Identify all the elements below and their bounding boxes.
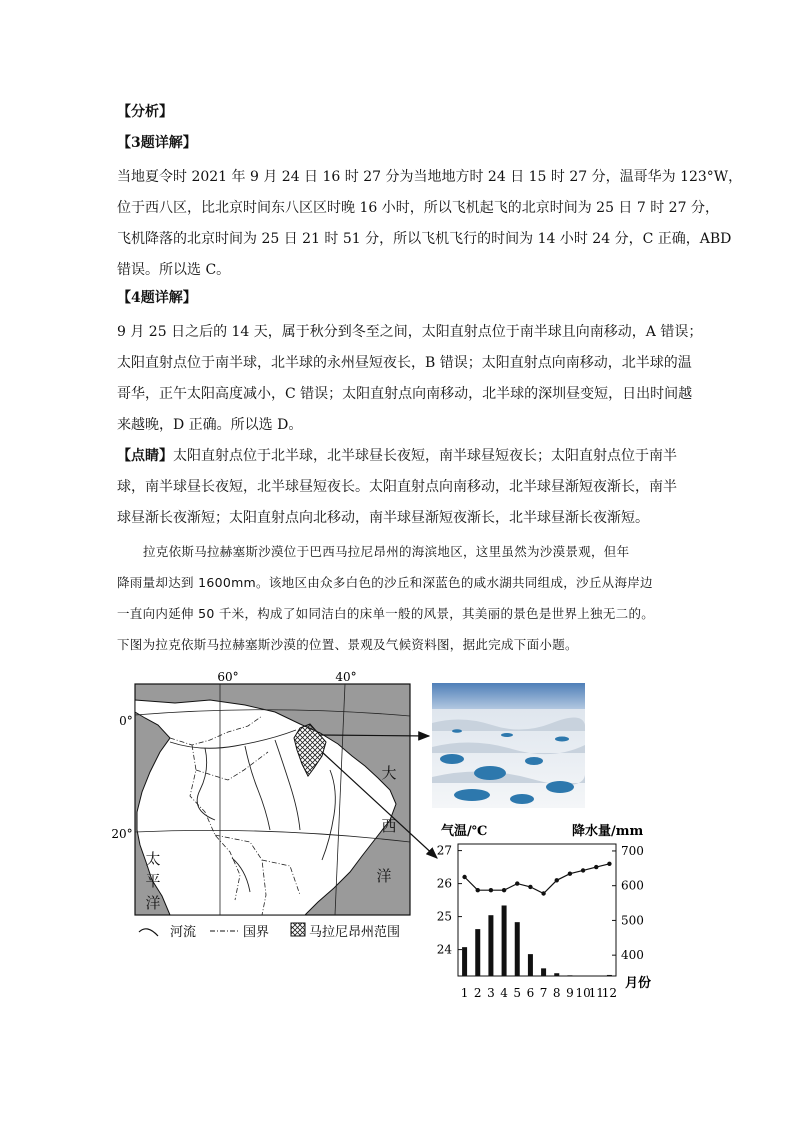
map-legend bbox=[139, 923, 400, 940]
month-tick-label: 5 bbox=[513, 986, 522, 1000]
month-tick-label: 11 bbox=[588, 986, 604, 1000]
pacific-char-2: 平 bbox=[145, 872, 161, 890]
precipitation-axis-label: 降水量/mm bbox=[572, 824, 644, 839]
temperature-point bbox=[568, 872, 572, 876]
temperature-tick-label: 26 bbox=[436, 876, 452, 891]
lon-label-40: 40° bbox=[335, 670, 357, 684]
temperature-point bbox=[476, 888, 480, 892]
lon-label-60: 60° bbox=[217, 670, 239, 684]
month-tick-label: 12 bbox=[601, 986, 618, 1000]
month-tick-label: 3 bbox=[487, 986, 495, 1000]
temperature-line bbox=[465, 864, 610, 894]
month-axis-label: 月份 bbox=[625, 976, 652, 991]
legend-state: 马拉尼昂州范围 bbox=[309, 925, 401, 940]
precipitation-bar bbox=[541, 968, 546, 976]
precipitation-tick-label: 600 bbox=[621, 878, 644, 893]
q3-line-1: 当地夏令时 2021 年 9 月 24 日 16 时 27 分为当地地方时 24 日 15 时 27 分，温哥华为 123°W， bbox=[117, 169, 743, 185]
precipitation-bar bbox=[515, 922, 520, 976]
month-tick-label: 8 bbox=[552, 986, 561, 1000]
tip-heading: 【点睛】 bbox=[117, 448, 173, 464]
tip-line-2: 球，南半球昼长夜短，北半球昼短夜长。太阳直射点向南移动，北半球昼渐短夜渐长，南半 bbox=[117, 479, 677, 495]
temperature-point bbox=[607, 862, 611, 866]
temperature-point bbox=[502, 888, 506, 892]
tip-line-3: 球昼渐长夜渐短；太阳直射点向北移动，南半球昼渐短夜渐长，北半球昼渐长夜渐短。 bbox=[117, 510, 649, 526]
lat-label-0: 0° bbox=[119, 714, 133, 728]
temperature-tick-label: 27 bbox=[436, 843, 452, 858]
q4-line-2: 太阳直射点位于南半球，北半球的永州昼短夜长，B 错误；太阳直射点向南移动，北半球的温 bbox=[117, 355, 692, 371]
passage-line-3: 一直向内延伸 50 千米，构成了如同洁白的床单一般的风景，其美丽的景色是世界上独无二的。 bbox=[117, 606, 655, 621]
lat-label-20: 20° bbox=[111, 827, 133, 841]
precipitation-bar bbox=[502, 905, 507, 976]
temperature-tick-label: 25 bbox=[436, 909, 452, 924]
state-legend-icon bbox=[291, 923, 305, 936]
temperature-point bbox=[489, 888, 493, 892]
atlantic-char-3: 洋 bbox=[376, 867, 392, 885]
passage-line-4: 下图为拉克依斯马拉赫塞斯沙漠的位置、景观及气候资料图，据此完成下面小题。 bbox=[117, 637, 578, 652]
pacific-char-1: 太 bbox=[145, 850, 161, 868]
atlantic-char-2: 西 bbox=[381, 817, 397, 835]
precipitation-bar bbox=[554, 973, 559, 976]
precipitation-tick-label: 700 bbox=[621, 843, 644, 858]
precipitation-tick-label: 400 bbox=[621, 948, 644, 963]
precipitation-bar bbox=[607, 975, 612, 976]
legend-river: 河流 bbox=[170, 925, 197, 940]
month-tick-label: 2 bbox=[473, 986, 482, 1000]
atlantic-char-1: 大 bbox=[381, 764, 397, 782]
temperature-point bbox=[541, 891, 545, 895]
temperature-point bbox=[462, 875, 466, 879]
tip-text-1: 太阳直射点位于北半球，北半球昼长夜短，南半球昼短夜长；太阳直射点位于南半 bbox=[173, 448, 677, 464]
q3-line-3: 飞机降落的北京时间为 25 日 21 时 51 分，所以飞机飞行的时间为 14 小时 24 分，C 正确，ABD bbox=[117, 231, 732, 247]
temperature-point bbox=[581, 868, 585, 872]
temperature-point bbox=[555, 878, 559, 882]
month-tick-label: 7 bbox=[539, 986, 548, 1000]
temperature-point bbox=[515, 881, 519, 885]
pacific-char-3: 洋 bbox=[145, 894, 161, 912]
temperature-point bbox=[528, 885, 532, 889]
precipitation-bar bbox=[475, 929, 480, 976]
precipitation-bar bbox=[567, 975, 572, 976]
q4-line-4: 来越晚，D 正确。所以选 D。 bbox=[117, 417, 303, 433]
legend-border: 国界 bbox=[243, 925, 270, 940]
precipitation-bar bbox=[462, 947, 467, 976]
river-legend-icon bbox=[139, 929, 158, 936]
month-tick-label: 1 bbox=[460, 986, 469, 1000]
temperature-axis-label: 气温/℃ bbox=[441, 824, 488, 839]
month-tick-label: 9 bbox=[566, 986, 574, 1000]
q4-heading: 【4题详解】 bbox=[117, 290, 197, 306]
temperature-point bbox=[594, 865, 598, 869]
passage-line-2: 降雨量却达到 1600mm。该地区由众多白色的沙丘和深蓝色的咸水湖共同组成，沙丘从海岸边 bbox=[117, 575, 653, 590]
q3-heading: 【3题详解】 bbox=[117, 135, 197, 151]
month-tick-label: 10 bbox=[575, 986, 591, 1000]
month-tick-label: 6 bbox=[526, 986, 535, 1000]
q4-line-1: 9 月 25 日之后的 14 天，属于秋分到冬至之间，太阳直射点位于南半球且向南移动，A 错误； bbox=[117, 324, 703, 340]
passage-line-1: 拉克依斯马拉赫塞斯沙漠位于巴西马拉尼昂州的海滨地区，这里虽然为沙漠景观，但年 bbox=[143, 544, 630, 559]
precipitation-bar bbox=[488, 915, 493, 976]
month-tick-label: 4 bbox=[500, 986, 508, 1000]
analysis-heading: 【分析】 bbox=[117, 104, 173, 120]
q3-line-2: 位于西八区，比北京时间东八区区时晚 16 小时，所以飞机起飞的北京时间为 25 日 7 时 27 分， bbox=[117, 200, 719, 216]
temperature-tick-label: 24 bbox=[436, 942, 452, 957]
climate-chart bbox=[437, 823, 651, 1000]
precipitation-bar bbox=[528, 954, 533, 976]
q4-line-3: 哥华，正午太阳高度减小，C 错误；太阳直射点向南移动，北半球的深圳昼变短，日出时间越 bbox=[117, 386, 693, 402]
q3-line-4: 错误。所以选 C。 bbox=[117, 262, 231, 278]
precipitation-tick-label: 500 bbox=[621, 913, 644, 928]
